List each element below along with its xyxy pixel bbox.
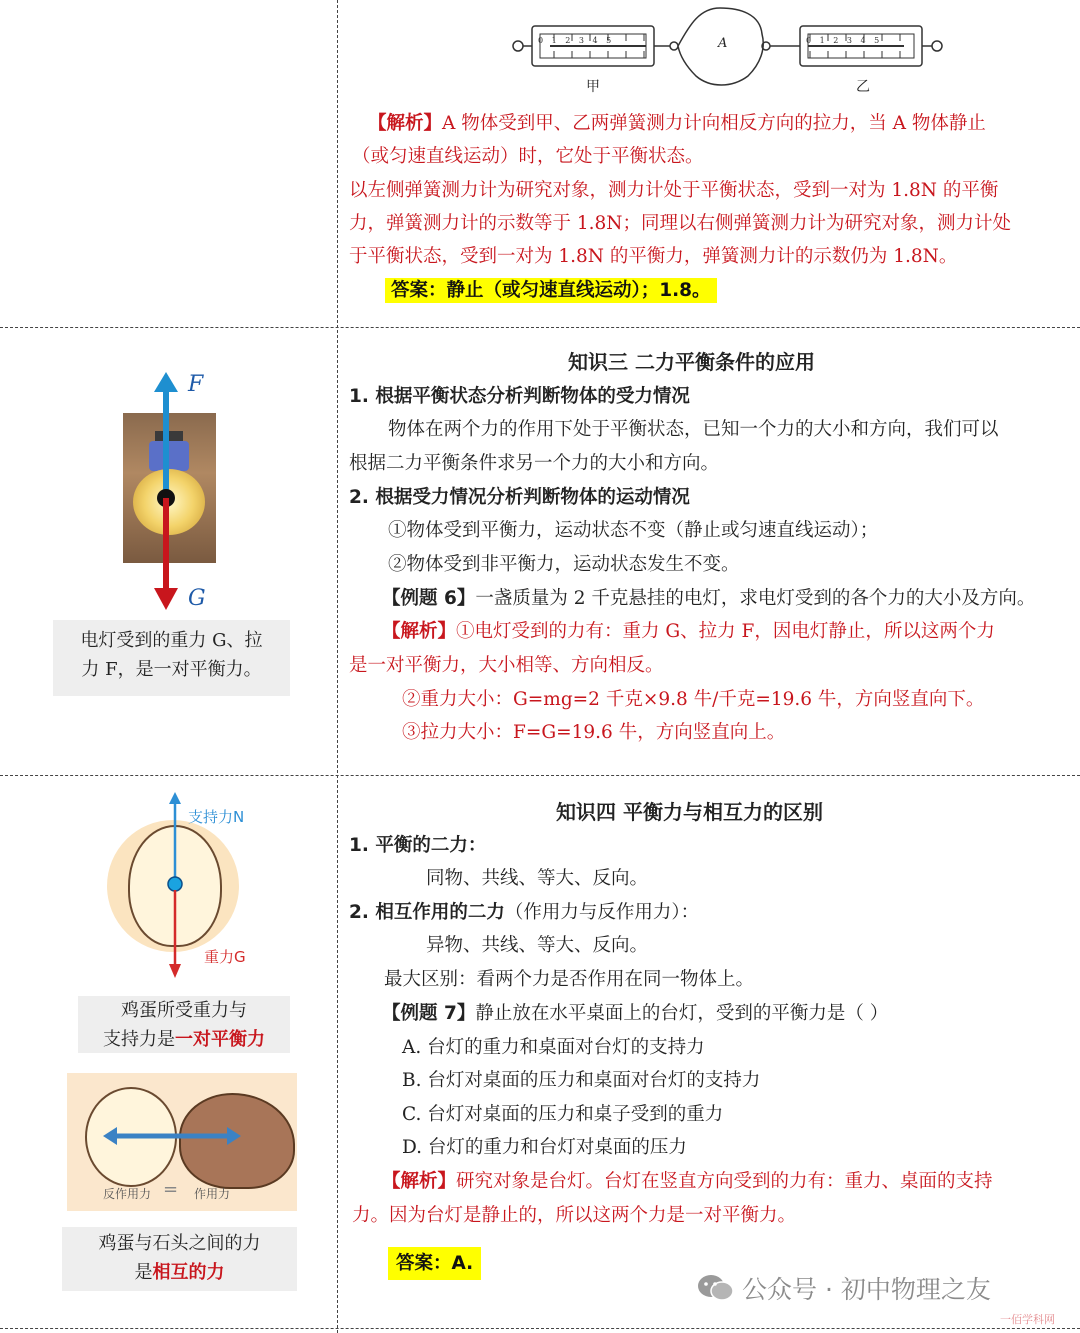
column-divider: [337, 0, 338, 1333]
force-f-label: F: [188, 372, 204, 397]
section3-heading2: 2. 根据受力情况分析判断物体的运动情况: [349, 487, 690, 508]
watermark-text: 公众号 · 初中物理之友: [742, 1275, 991, 1304]
egg-rock-image: [67, 1073, 297, 1211]
support-force-label: 支持力N: [188, 808, 245, 826]
section3-heading1: 1. 根据平衡状态分析判断物体的受力情况: [349, 386, 690, 407]
egg-caption: 鸡蛋所受重力与 支持力是一对平衡力: [78, 996, 290, 1053]
section3-analysis-c: ②重力大小：G=mg=2 千克×9.8 牛/千克=19.6 牛，方向竖直向下。: [402, 689, 985, 710]
row-divider-2: [0, 775, 1080, 776]
section4-answer: 答案：A.: [388, 1247, 481, 1280]
top-analysis-line3: 以左侧弹簧测力计为研究对象，测力计处于平衡状态，受到一对为 1.8N 的平衡: [349, 180, 999, 201]
right-meter-scale: 0 1 2 3 4 5: [806, 36, 883, 45]
equals-sign: =: [163, 1179, 179, 1200]
example6: 【例题 6】一盏质量为 2 千克悬挂的电灯，求电灯受到的各个力的大小及方向。: [382, 588, 1036, 609]
row-divider-1: [0, 327, 1080, 328]
top-analysis-line5: 于平衡状态，受到一对为 1.8N 的平衡力，弹簧测力计的示数仍为 1.8N。: [349, 246, 958, 267]
meter-yi-label: 乙: [856, 79, 870, 95]
row-divider-3: [0, 1328, 1080, 1329]
option-c: C. 台灯对桌面的压力和桌子受到的重力: [402, 1104, 724, 1125]
section4-title: 知识四 平衡力与相互力的区别: [556, 800, 823, 824]
wechat-icon: [697, 1273, 735, 1303]
left-meter-scale: 0 1 2 3 4 5: [538, 36, 615, 45]
gravity-force-label: 重力G: [204, 948, 246, 966]
section4-heading2: 2. 相互作用的二力（作用力与反作用力）：: [349, 902, 700, 923]
top-analysis-line4: 力，弹簧测力计的示数等于 1.8N；同理以右侧弹簧测力计为研究对象，测力计处: [349, 213, 1011, 234]
section4-p1: 同物、共线、等大、反向。: [426, 868, 649, 889]
top-answer: 答案：静止（或匀速直线运动）；1.8。: [385, 274, 717, 307]
meter-jia-label: 甲: [586, 79, 600, 95]
force-g-label: G: [188, 586, 206, 611]
option-a: A. 台灯的重力和桌面对台灯的支持力: [402, 1037, 705, 1058]
section4-analysis-a: 【解析】研究对象是台灯。台灯在竖直方向受到的力有：重力、桌面的支持: [382, 1171, 993, 1192]
example7: 【例题 7】静止放在水平桌面上的台灯，受到的平衡力是（ ）: [382, 1003, 889, 1024]
option-b: B. 台灯对桌面的压力和桌面对台灯的支持力: [402, 1070, 761, 1091]
watermark-small: 一佰学科网: [1000, 1313, 1055, 1326]
section3-item2: ②物体受到非平衡力，运动状态发生不变。: [388, 554, 740, 575]
section3-item1: ①物体受到平衡力，运动状态不变（静止或匀速直线运动）；: [388, 520, 879, 541]
section4-heading1: 1. 平衡的二力：: [349, 835, 487, 856]
action-label: 作用力: [194, 1187, 231, 1201]
top-analysis-line2: （或匀速直线运动）时，它处于平衡状态。: [352, 146, 704, 167]
section3-analysis-a: 【解析】①电灯受到的力有：重力 G、拉力 F，因电灯静止，所以这两个力: [382, 621, 995, 642]
option-d: D. 台灯的重力和台灯对桌面的压力: [402, 1137, 687, 1158]
egg-force-arrows: [160, 790, 190, 980]
section4-p3: 最大区别：看两个力是否作用在同一物体上。: [384, 969, 755, 990]
reaction-label: 反作用力: [103, 1187, 152, 1201]
lamp-caption: 电灯受到的重力 G、拉 力 F，是一对平衡力。: [53, 620, 290, 696]
lamp-force-arrows: [140, 370, 200, 615]
top-analysis-line1: 【解析】A 物体受到甲、乙两弹簧测力计向相反方向的拉力，当 A 物体静止: [368, 113, 986, 134]
section4-p2: 异物、共线、等大、反向。: [426, 935, 649, 956]
section3-title: 知识三 二力平衡条件的应用: [568, 350, 815, 374]
section3-p1a: 物体在两个力的作用下处于平衡状态，已知一个力的大小和方向，我们可以: [388, 419, 999, 440]
section4-analysis-b: 力。因为台灯是静止的，所以这两个力是一对平衡力。: [352, 1205, 797, 1226]
object-a-label: A: [718, 36, 728, 51]
section3-analysis-d: ③拉力大小：F=G=19.6 牛，方向竖直向上。: [402, 722, 786, 743]
section3-analysis-b: 是一对平衡力，大小相等、方向相反。: [349, 655, 664, 676]
interaction-arrow: [101, 1123, 243, 1149]
rock-caption: 鸡蛋与石头之间的力 是相互的力: [62, 1227, 297, 1291]
section3-p1b: 根据二力平衡条件求另一个力的大小和方向。: [349, 453, 720, 474]
spring-balance-diagram: [510, 4, 950, 96]
